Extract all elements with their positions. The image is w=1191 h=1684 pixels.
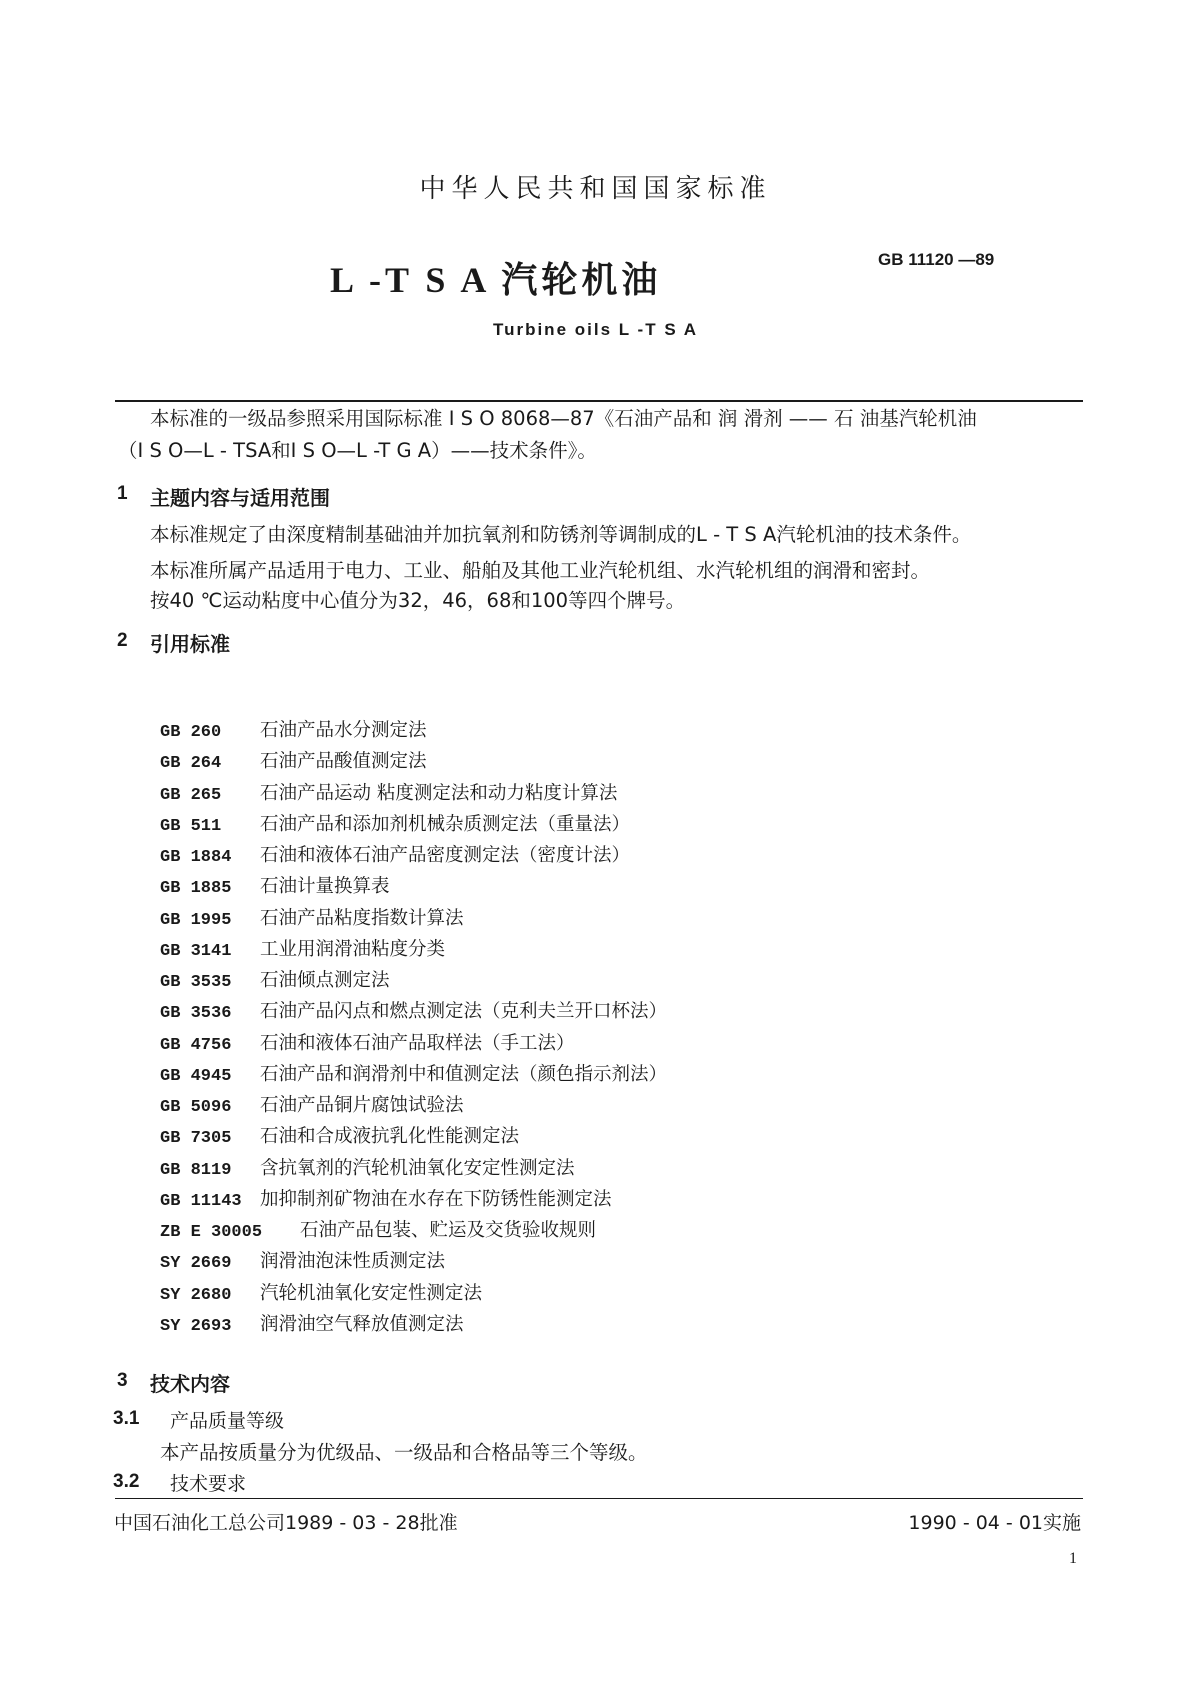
list-item — [160, 746, 667, 777]
section-1-paragraph-2: 本标准所属产品适用于电力、工业、船舶及其他工业汽轮机组、水汽轮机组的润滑和密封。 — [150, 559, 931, 582]
list-item — [160, 965, 667, 996]
ref-code: SY 2680 — [160, 1285, 232, 1305]
list-item — [160, 871, 667, 902]
approval-statement: 中国石油化工总公司1989 - 03 - 28批准 — [114, 1512, 458, 1534]
section-1-paragraph-1: 本标准规定了由深度精制基础油并加抗氧剂和防锈剂等调制成的L - T S A汽轮机油的技术条件。 — [150, 523, 972, 546]
ref-title: 石油产品铜片腐蚀试验法 — [260, 1095, 464, 1116]
section-3-1-text: 本产品按质量分为优级品、一级品和合格品等三个等级。 — [160, 1441, 648, 1464]
english-subtitle: Turbine oils L -T S A — [492, 320, 699, 339]
ref-title: 汽轮机油氧化安定性测定法 — [260, 1282, 483, 1304]
ref-code: GB 1885 — [160, 879, 232, 899]
list-item — [160, 809, 667, 840]
ref-code: GB 3141 — [160, 941, 232, 961]
section-3-number: 3 — [117, 1370, 128, 1391]
list-item — [160, 1215, 667, 1246]
list-item — [160, 1153, 667, 1184]
list-item — [160, 1028, 667, 1059]
ref-code: GB 5096 — [160, 1098, 232, 1117]
section-3-2-title: 技术要求 — [170, 1473, 247, 1495]
ref-code: GB 260 — [160, 723, 222, 742]
ref-title: 石油和合成液抗乳化性能测定法 — [260, 1126, 520, 1148]
ref-title: 工业用润滑油粘度分类 — [260, 938, 446, 960]
ref-title: 石油产品和润滑剂中和值测定法（颜色指示剂法） — [260, 1063, 668, 1085]
ref-title: 石油产品酸值测定法 — [260, 751, 427, 773]
list-item — [160, 840, 667, 871]
ref-title: 石油产品和添加剂机械杂质测定法（重量法） — [260, 813, 631, 835]
section-3-1-title: 产品质量等级 — [170, 1410, 285, 1432]
ref-title: 石油和液体石油产品密度测定法（密度计法） — [260, 845, 631, 866]
list-item — [160, 1246, 667, 1277]
section-3-1-number: 3.1 — [113, 1408, 140, 1429]
ref-code: GB 7305 — [160, 1129, 232, 1149]
list-item — [160, 1309, 667, 1340]
ref-code: SY 2669 — [160, 1254, 232, 1274]
ref-code: GB 511 — [160, 816, 222, 836]
ref-code: GB 3536 — [160, 1004, 232, 1024]
referenced-standards-list — [160, 715, 667, 1340]
header-divider — [115, 400, 1083, 402]
implementation-date: 1990 - 04 - 01实施 — [908, 1512, 1081, 1534]
ref-code: GB 11143 — [160, 1191, 242, 1211]
ref-code: GB 1995 — [160, 910, 232, 930]
ref-title: 石油产品粘度指数计算法 — [260, 907, 464, 929]
list-item — [160, 1184, 667, 1215]
ref-title: 石油产品运动 粘度测定法和动力粘度计算法 — [260, 782, 618, 804]
standard-code: GB 11120 —89 — [878, 250, 995, 269]
ref-code: GB 4945 — [160, 1066, 232, 1086]
section-1-number: 1 — [117, 483, 128, 504]
page-number: 1 — [1069, 1550, 1077, 1567]
ref-title: 石油产品水分测定法 — [260, 720, 427, 741]
list-item — [160, 1121, 667, 1152]
ref-title: 石油产品包装、贮运及交货验收规则 — [300, 1220, 597, 1241]
ref-title: 润滑油泡沫性质测定法 — [260, 1251, 446, 1273]
ref-title: 石油和液体石油产品取样法（手工法） — [260, 1032, 575, 1054]
list-item — [160, 715, 667, 746]
list-item — [160, 934, 667, 965]
country-standard-heading: 中华人民共和国国家标准 — [419, 174, 772, 204]
list-item — [160, 996, 667, 1027]
intro-line-2: （I S O—L - TSA和I S O—L -T G A）——技术条件》。 — [118, 439, 597, 462]
ref-code: GB 8119 — [160, 1160, 232, 1180]
ref-title: 石油倾点测定法 — [260, 970, 390, 991]
ref-code: GB 4756 — [160, 1035, 232, 1055]
section-1-paragraph-3: 按40 ℃运动粘度中心值分为32，46，68和100等四个牌号。 — [150, 589, 686, 612]
section-2-title: 引用标准 — [150, 632, 230, 656]
section-3-title: 技术内容 — [150, 1372, 230, 1396]
section-2-number: 2 — [117, 630, 128, 651]
list-item — [160, 778, 667, 809]
list-item — [160, 1090, 667, 1121]
list-item — [160, 1059, 667, 1090]
list-item — [160, 1278, 667, 1309]
ref-title: 加抑制剂矿物油在水存在下防锈性能测定法 — [260, 1188, 612, 1210]
ref-code: ZB E 30005 — [160, 1223, 263, 1242]
footer-divider — [115, 1498, 1083, 1499]
ref-code: GB 3535 — [160, 973, 232, 992]
ref-title: 含抗氧剂的汽轮机油氧化安定性测定法 — [260, 1157, 575, 1179]
ref-code: GB 265 — [160, 785, 222, 805]
intro-line-1: 本标准的一级品参照采用国际标准 I S O 8068—87《石油产品和 润 滑剂 —— 石 油基汽轮机油 — [150, 407, 977, 430]
ref-code: GB 264 — [160, 754, 222, 774]
ref-title: 石油产品闪点和燃点测定法（克利夫兰开口杯法） — [260, 1001, 668, 1023]
section-1-title: 主题内容与适用范围 — [150, 486, 330, 510]
document-title: L -T S A 汽轮机油 — [330, 260, 662, 300]
ref-title: 润滑油空气释放值测定法 — [260, 1313, 464, 1335]
ref-title: 石油计量换算表 — [260, 876, 390, 898]
ref-code: GB 1884 — [160, 848, 232, 867]
ref-code: SY 2693 — [160, 1316, 232, 1336]
list-item — [160, 903, 667, 934]
section-3-2-number: 3.2 — [113, 1471, 140, 1492]
